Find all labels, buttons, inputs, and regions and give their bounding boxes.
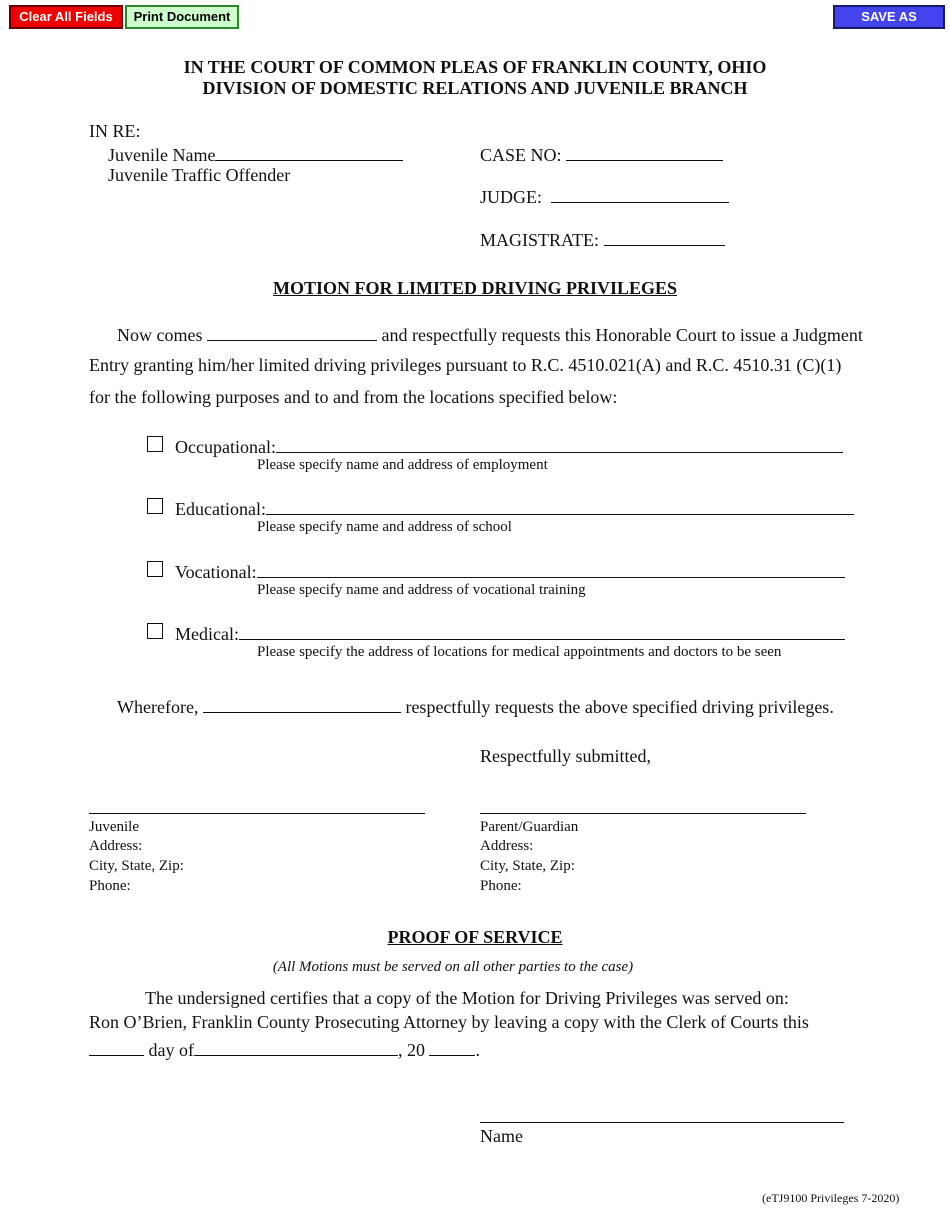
movant-name-field[interactable] xyxy=(207,323,377,341)
juvenile-city-label: City, State, Zip: xyxy=(89,858,184,874)
judge-label: JUDGE: xyxy=(480,187,542,207)
court-name-line2: DIVISION OF DOMESTIC RELATIONS AND JUVENILE BRANCH xyxy=(202,78,748,98)
in-re-label: IN RE: xyxy=(89,121,141,141)
vocational-checkbox[interactable] xyxy=(147,561,163,577)
juvenile-title: Juvenile xyxy=(89,819,139,835)
motion-title: MOTION FOR LIMITED DRIVING PRIVILEGES xyxy=(272,278,678,298)
case-no-row xyxy=(480,143,723,166)
judge-row xyxy=(480,185,729,208)
motion-body-line3: for the following purposes and to and from the locations specified below: xyxy=(89,387,618,407)
print-document-button[interactable]: Print Document xyxy=(125,5,239,29)
educational-field[interactable] xyxy=(266,497,854,515)
occupational-row xyxy=(175,435,843,458)
respectfully-submitted: Respectfully submitted, xyxy=(480,746,651,766)
proof-line1: The undersigned certifies that a copy of the Motion for Driving Privileges was served on: xyxy=(145,988,789,1008)
magistrate-label: MAGISTRATE: xyxy=(480,230,600,250)
service-day-field[interactable] xyxy=(89,1038,144,1056)
juvenile-name-row xyxy=(108,143,403,166)
case-no-label: CASE NO: xyxy=(480,145,562,165)
clear-all-fields-button[interactable]: Clear All Fields xyxy=(9,5,123,29)
juvenile-name-label: Juvenile Name xyxy=(108,145,216,165)
service-year-field[interactable] xyxy=(429,1038,475,1056)
motion-body-text1: and respectfully requests this Honorable Court to issue a Judgment xyxy=(381,325,863,345)
occupational-checkbox[interactable] xyxy=(147,436,163,452)
juvenile-name-field[interactable] xyxy=(215,143,403,161)
proof-line3: day of , 20 . xyxy=(89,1038,480,1061)
service-name-signature-line[interactable] xyxy=(480,1122,844,1123)
medical-row xyxy=(175,622,845,645)
educational-checkbox[interactable] xyxy=(147,498,163,514)
wherefore-line xyxy=(117,695,834,718)
guardian-phone-label: Phone: xyxy=(480,878,522,894)
vocational-field[interactable] xyxy=(257,560,845,578)
educational-row xyxy=(175,497,854,520)
proof-of-service-title: PROOF OF SERVICE xyxy=(387,927,563,947)
magistrate-row xyxy=(480,228,725,251)
medical-field[interactable] xyxy=(239,622,845,640)
court-name-line1: IN THE COURT OF COMMON PLEAS OF FRANKLIN COUNTY, OHIO xyxy=(183,57,767,77)
medical-hint: Please specify the address of locations for medical appointments and doctors to be seen xyxy=(257,644,782,660)
save-as-button[interactable]: SAVE AS xyxy=(833,5,945,29)
service-month-field[interactable] xyxy=(194,1038,398,1056)
proof-line2: Ron O’Brien, Franklin County Prosecuting Attorney by leaving a copy with the Clerk of Courts this xyxy=(89,1012,809,1032)
medical-label: Medical: xyxy=(175,624,239,644)
juvenile-signature-line[interactable] xyxy=(89,813,425,814)
proof-note: (All Motions must be served on all other parties to the case) xyxy=(272,959,634,975)
form-footer-code: (eTJ9100 Privileges 7-2020) xyxy=(762,1191,900,1205)
year-prefix-label: , 20 xyxy=(397,1040,425,1060)
vocational-row xyxy=(175,560,845,583)
juvenile-phone-label: Phone: xyxy=(89,878,131,894)
wherefore-label: Wherefore, xyxy=(117,697,199,717)
juvenile-offender-label: Juvenile Traffic Offender xyxy=(108,165,291,185)
judge-field[interactable] xyxy=(551,185,729,203)
motion-body-line1 xyxy=(117,323,863,346)
juvenile-address-label: Address: xyxy=(89,838,143,854)
guardian-title: Parent/Guardian xyxy=(480,819,579,835)
guardian-city-label: City, State, Zip: xyxy=(480,858,575,874)
case-no-field[interactable] xyxy=(566,143,723,161)
vocational-hint: Please specify name and address of vocational training xyxy=(257,582,586,598)
wherefore-text: respectfully requests the above specified driving privileges. xyxy=(405,697,834,717)
educational-label: Educational: xyxy=(175,499,266,519)
now-comes-label: Now comes xyxy=(117,325,203,345)
service-name-label: Name xyxy=(480,1126,523,1146)
day-of-label: day of xyxy=(148,1040,194,1060)
educational-hint: Please specify name and address of school xyxy=(257,519,512,535)
occupational-field[interactable] xyxy=(276,435,843,453)
vocational-label: Vocational: xyxy=(175,562,257,582)
guardian-signature-line[interactable] xyxy=(480,813,806,814)
wherefore-name-field[interactable] xyxy=(203,695,401,713)
guardian-address-label: Address: xyxy=(480,838,534,854)
occupational-hint: Please specify name and address of employment xyxy=(257,457,548,473)
magistrate-field[interactable] xyxy=(604,228,725,246)
motion-body-line2: Entry granting him/her limited driving privileges pursuant to R.C. 4510.021(A) and R.C. 4510.31 (C)(1) xyxy=(89,355,842,375)
medical-checkbox[interactable] xyxy=(147,623,163,639)
occupational-label: Occupational: xyxy=(175,437,276,457)
